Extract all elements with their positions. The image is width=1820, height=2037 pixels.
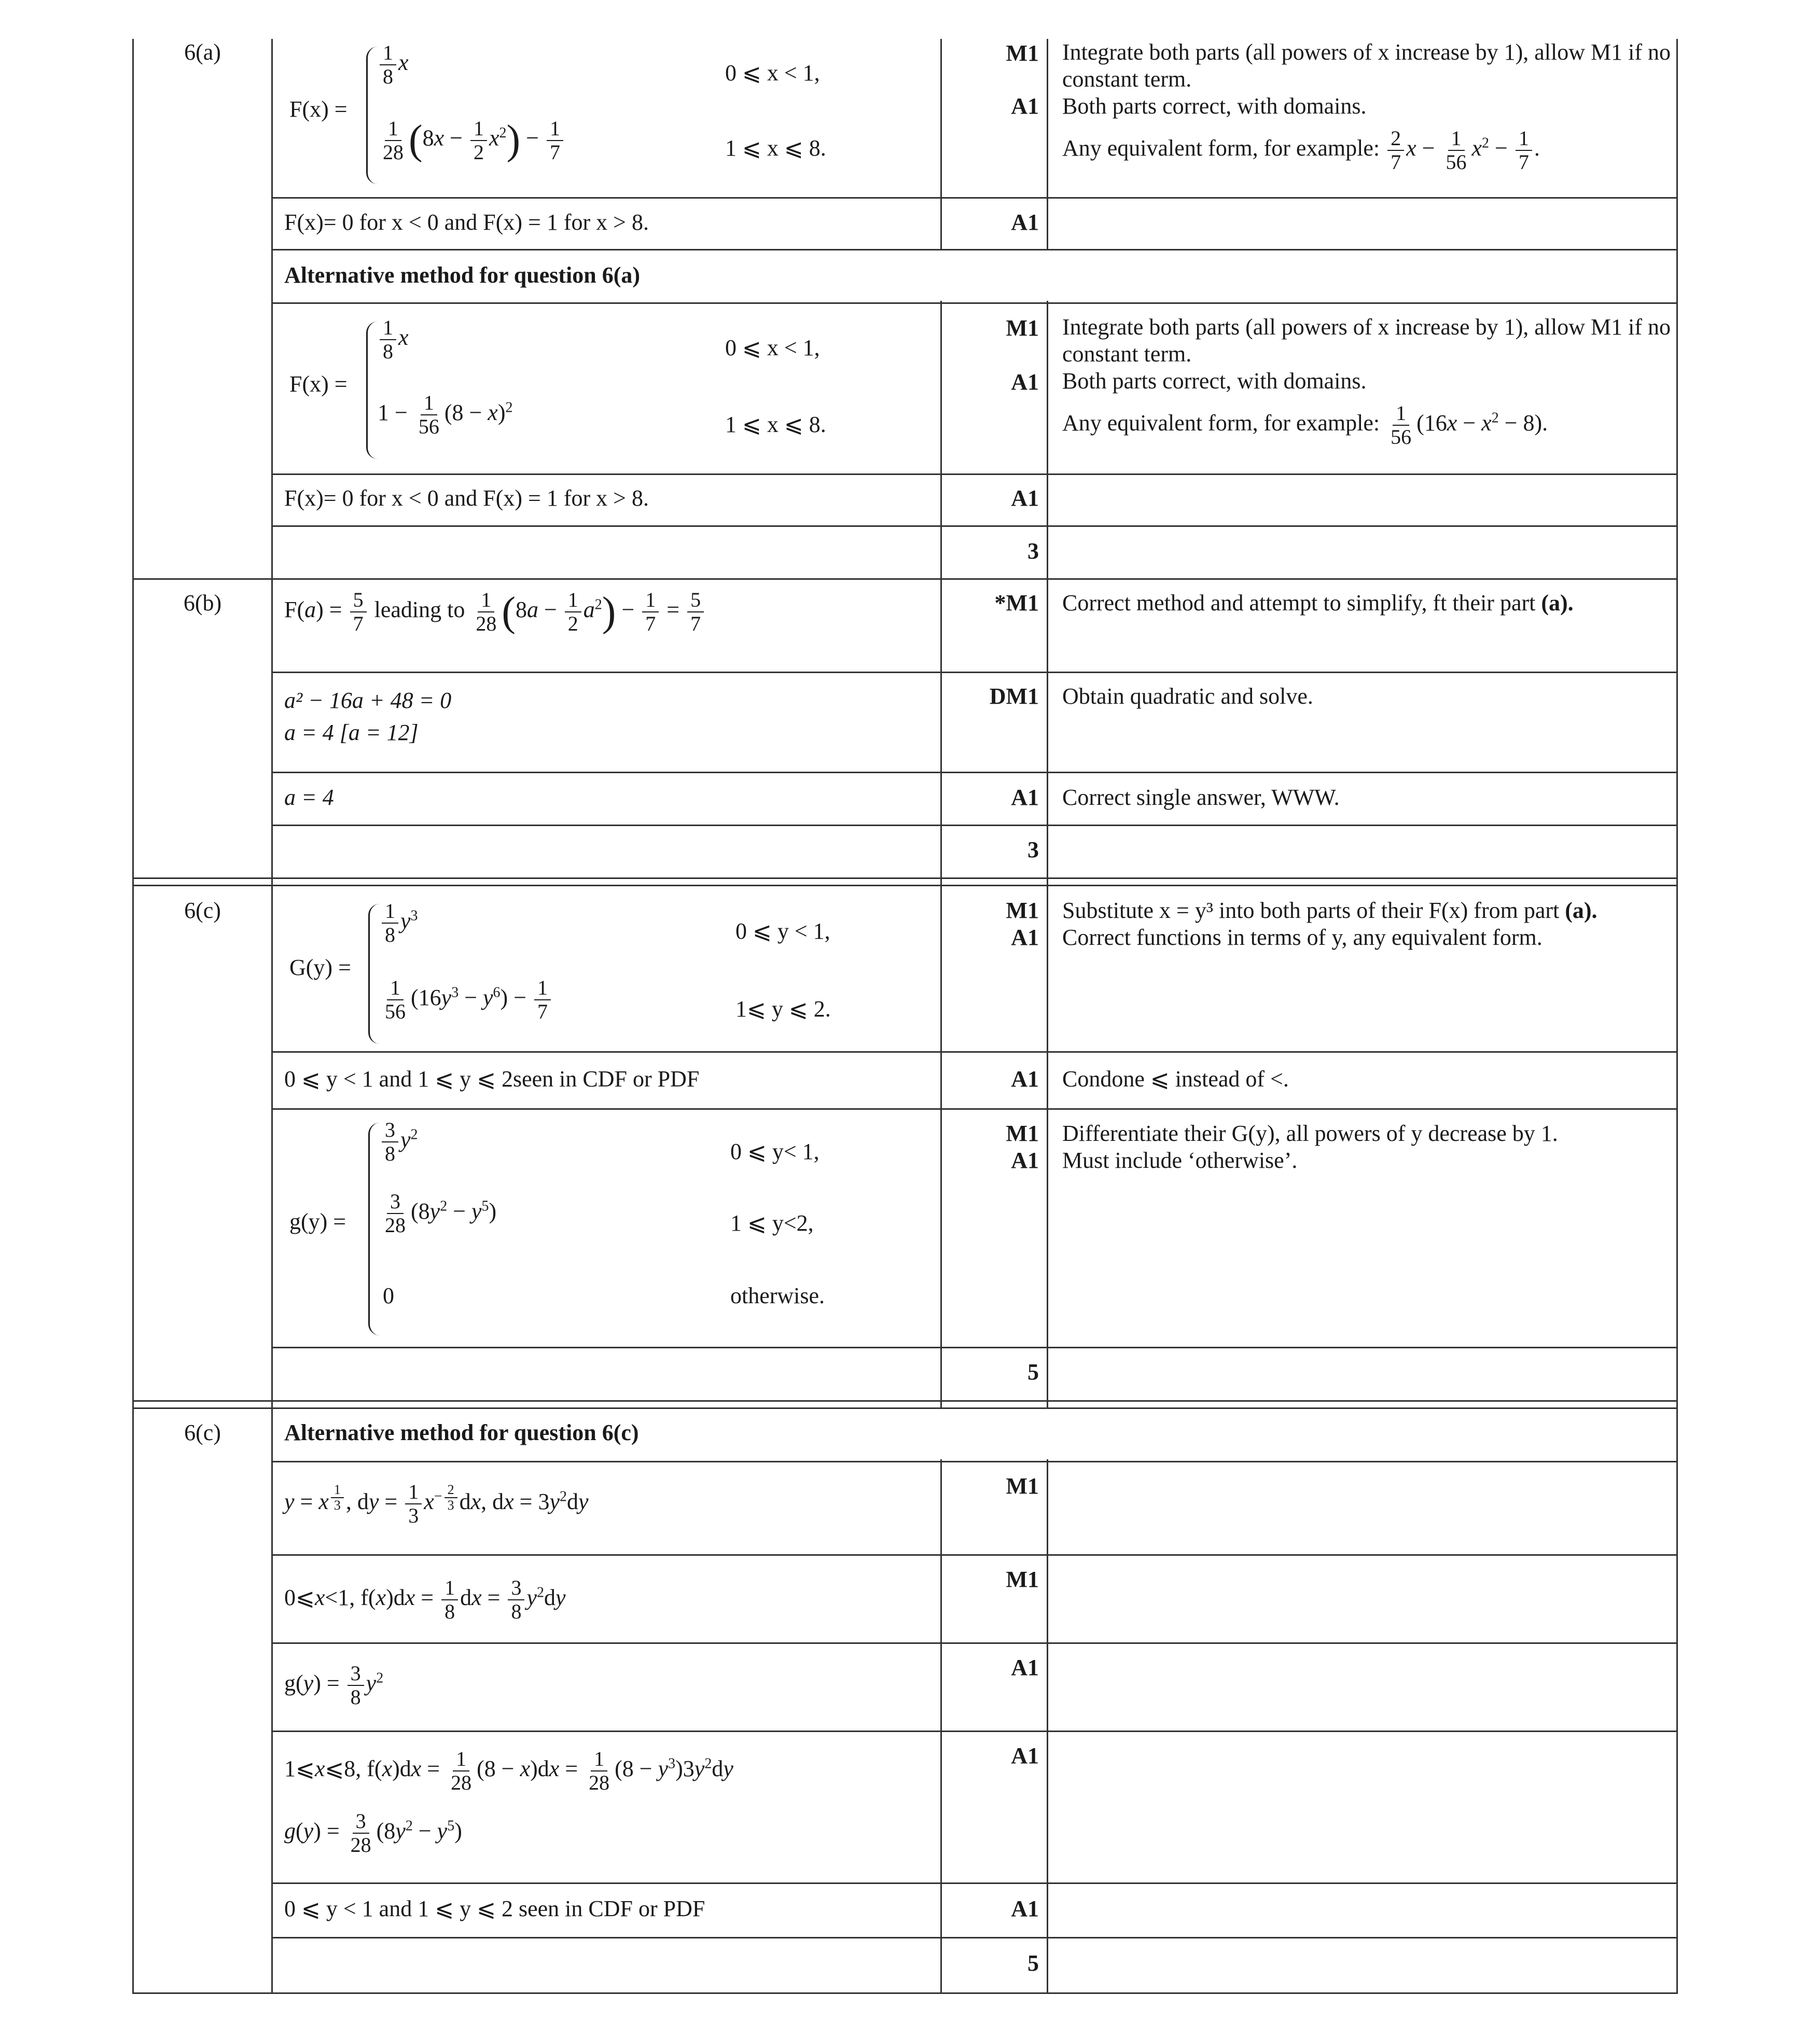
mark-a1: A1	[1011, 1896, 1039, 1921]
part-total: 5	[1027, 1950, 1039, 1976]
domains-line: 0 ⩽ y < 1 and 1 ⩽ y ⩽ 2 seen in CDF or PDF	[284, 1896, 705, 1921]
guidance-text: Correct functions in terms of y, any equivalent form.	[1062, 925, 1543, 950]
g-cdf-piece-2-domain: 1⩽ y ⩽ 2.	[735, 996, 831, 1022]
g-cdf-piece-1-domain: 0 ⩽ y < 1,	[735, 918, 830, 944]
mark-a1: A1	[1011, 485, 1039, 511]
mark-star-m1: *M1	[994, 590, 1039, 616]
alt-cdf-piece-2: 1 − $\frac{1}{56}$ $(8 - x)^2$	[378, 391, 513, 438]
row-divider	[271, 1937, 1676, 1938]
row-divider	[271, 525, 1676, 527]
mark-a1: A1	[1011, 1743, 1039, 1768]
guidance-text: Must include ‘otherwise’.	[1062, 1148, 1298, 1173]
row-divider	[271, 473, 1676, 475]
domains-line: 0 ⩽ y < 1 and 1 ⩽ y ⩽ 2seen in CDF or PDF	[284, 1066, 700, 1092]
piecewise-brace	[366, 47, 378, 184]
cdf-piece-1-domain: 0 ⩽ x < 1,	[725, 60, 820, 86]
cdf-bounds: F(x)= 0 for x < 0 and F(x) = 1 for x > 8.	[284, 210, 649, 235]
column-divider-question	[271, 39, 273, 1992]
row-divider	[271, 1108, 1676, 1110]
g-pdf-piece-3-domain: otherwise.	[730, 1283, 825, 1308]
mark-m1: M1	[1006, 1473, 1039, 1499]
question-divider	[134, 877, 1676, 879]
mark-scheme-table	[132, 39, 1678, 1994]
cdf-bounds: F(x)= 0 for x < 0 and F(x) = 1 for x > 8.	[284, 485, 649, 511]
question-divider	[134, 1400, 1676, 1402]
piecewise-brace	[366, 322, 378, 459]
mark-a1: A1	[1011, 785, 1039, 810]
mark-m1: M1	[1006, 315, 1039, 341]
pdf-first-part-line: 0⩽x<1, f(x)dx = $\frac{1}{8}$ dx = $\frac{3}{8}$ $y^2dy$	[284, 1576, 566, 1623]
alternative-method-title: Alternative method for question 6(c)	[284, 1420, 639, 1445]
row-divider	[271, 1882, 1676, 1884]
g-cdf-piece-2: $\frac{1}{56}$ $(16y^3 - y^6)$ − $\frac{1}{7}$	[380, 976, 553, 1023]
cdf-lhs: F(x) =	[289, 96, 348, 122]
g-pdf-piece-3: 0	[383, 1283, 394, 1308]
mark-a1: A1	[1011, 1066, 1039, 1092]
row-divider	[271, 1347, 1676, 1348]
guidance-text: Integrate both parts (all powers of x increase by 1), allow M1 if no constant term.	[1062, 314, 1671, 367]
g-pdf-piece-1: $\frac{3}{8}$ $y^2$	[380, 1119, 418, 1165]
g-pdf-piece-1-domain: 0 ⩽ y< 1,	[730, 1139, 819, 1164]
row-divider	[271, 1642, 1676, 1644]
column-divider-marks	[1047, 39, 1048, 1992]
guidance-text: Substitute x = y³ into both parts of their F(x) from part (a).	[1062, 898, 1597, 923]
guidance-text: Correct method and attempt to simplify, ft their part (a).	[1062, 590, 1574, 616]
mark-a1: A1	[1011, 925, 1039, 950]
piecewise-brace	[368, 1123, 380, 1335]
median-equation: F(a) = $\frac{5}{7}$ leading to $\frac{1}{28}$ (8a − $\frac{1}{2}$ $a^2$) − $\frac{1}{7}$ = $\frac{5}{7}$	[284, 589, 706, 635]
row-divider	[271, 825, 1676, 826]
pdf-second-part-result: g(y) = $\frac{3}{28}$ $(8y^2 - y^5)$	[284, 1809, 462, 1857]
row-divider	[271, 302, 1676, 304]
row-divider	[271, 1461, 1676, 1462]
guidance-equivalent: Any equivalent form, for example: $\frac{2}{7}$ x − $\frac{1}{56}$ $x^2$ − $\frac{1}{7}$ .	[1062, 127, 1540, 174]
question-label: 6(c)	[184, 1420, 221, 1445]
row-divider	[271, 1554, 1676, 1556]
pdf-first-part-result: g(y) = $\frac{3}{8}$ $y^2$	[284, 1662, 384, 1709]
g-pdf-piece-2: $\frac{3}{28}$ $(8y^2 - y^5)$	[385, 1190, 497, 1237]
mark-a1: A1	[1011, 93, 1039, 119]
row-divider	[271, 772, 1676, 773]
row-divider	[271, 197, 1676, 199]
mark-a1: A1	[1011, 1655, 1039, 1680]
question-divider	[134, 578, 1676, 580]
part-total: 3	[1027, 837, 1039, 862]
substitution-line: y = x $^{\frac{1}{3}}$ , dy = $\frac{1}{3}$ $x^{- \frac{2}{3}}$ dx, dx = $3y^2dy$	[284, 1480, 589, 1527]
row-divider	[271, 672, 1676, 673]
row-divider	[271, 1731, 1676, 1732]
question-label: 6(c)	[184, 898, 221, 923]
question-label: 6(a)	[184, 39, 221, 65]
cdf-piece-2: $\frac{1}{28}$ (8x − $\frac{1}{2}$ $x^2$) − $\frac{1}{7}$	[378, 117, 565, 164]
pdf-g-lhs: g(y) =	[289, 1209, 346, 1234]
cdf-g-lhs: G(y) =	[289, 955, 351, 980]
mark-m1: M1	[1006, 1567, 1039, 1592]
cdf-piece-2-domain: 1 ⩽ x ⩽ 8.	[725, 135, 826, 161]
alt-cdf-piece-1: $\frac{1}{8}$ x	[378, 316, 409, 363]
mark-a1: A1	[1011, 369, 1039, 395]
alt-cdf-piece-2-domain: 1 ⩽ x ⩽ 8.	[725, 412, 826, 437]
final-answer: a = 4	[284, 785, 334, 810]
mark-m1: M1	[1006, 1121, 1039, 1146]
guidance-text: Integrate both parts (all powers of x increase by 1), allow M1 if no constant term.	[1062, 39, 1671, 92]
g-pdf-piece-2-domain: 1 ⩽ y<2,	[730, 1210, 814, 1236]
piecewise-brace	[368, 904, 380, 1044]
mark-dm1: DM1	[989, 683, 1039, 709]
guidance-text: Both parts correct, with domains.	[1062, 368, 1367, 394]
guidance-text: Correct single answer, WWW.	[1062, 785, 1340, 810]
quadratic-solutions: a = 4 [a = 12]	[284, 720, 419, 745]
alternative-method-title: Alternative method for question 6(a)	[284, 262, 640, 288]
row-divider	[271, 1051, 1676, 1053]
part-total: 5	[1027, 1359, 1039, 1385]
mark-m1: M1	[1006, 40, 1039, 66]
guidance-text: Differentiate their G(y), all powers of y decrease by 1.	[1062, 1121, 1558, 1146]
pdf-second-part-line: 1⩽x⩽8, f(x)dx = $\frac{1}{28}$ (8 − x)dx = $\frac{1}{28}$ $(8 - y^3)3y^2dy$	[284, 1747, 733, 1794]
part-total: 3	[1027, 538, 1039, 564]
mark-a1: A1	[1011, 210, 1039, 235]
guidance-equivalent: Any equivalent form, for example: $\frac{1}{56}$ $(16x - x^2 - 8)$.	[1062, 401, 1548, 449]
question-label: 6(b)	[183, 590, 222, 616]
mark-m1: M1	[1006, 898, 1039, 923]
g-cdf-piece-1: $\frac{1}{8}$ $y^3$	[380, 900, 418, 946]
guidance-text: Condone ⩽ instead of <.	[1062, 1066, 1289, 1092]
cdf-lhs: F(x) =	[289, 371, 348, 397]
mark-a1: A1	[1011, 1148, 1039, 1173]
guidance-text: Both parts correct, with domains.	[1062, 93, 1367, 119]
guidance-text: Obtain quadratic and solve.	[1062, 683, 1313, 709]
question-divider	[134, 885, 1676, 886]
quadratic-equation: a² − 16a + 48 = 0	[284, 688, 452, 713]
cdf-piece-1: $\frac{1}{8}$ x	[378, 41, 409, 88]
alt-cdf-piece-1-domain: 0 ⩽ x < 1,	[725, 335, 820, 360]
